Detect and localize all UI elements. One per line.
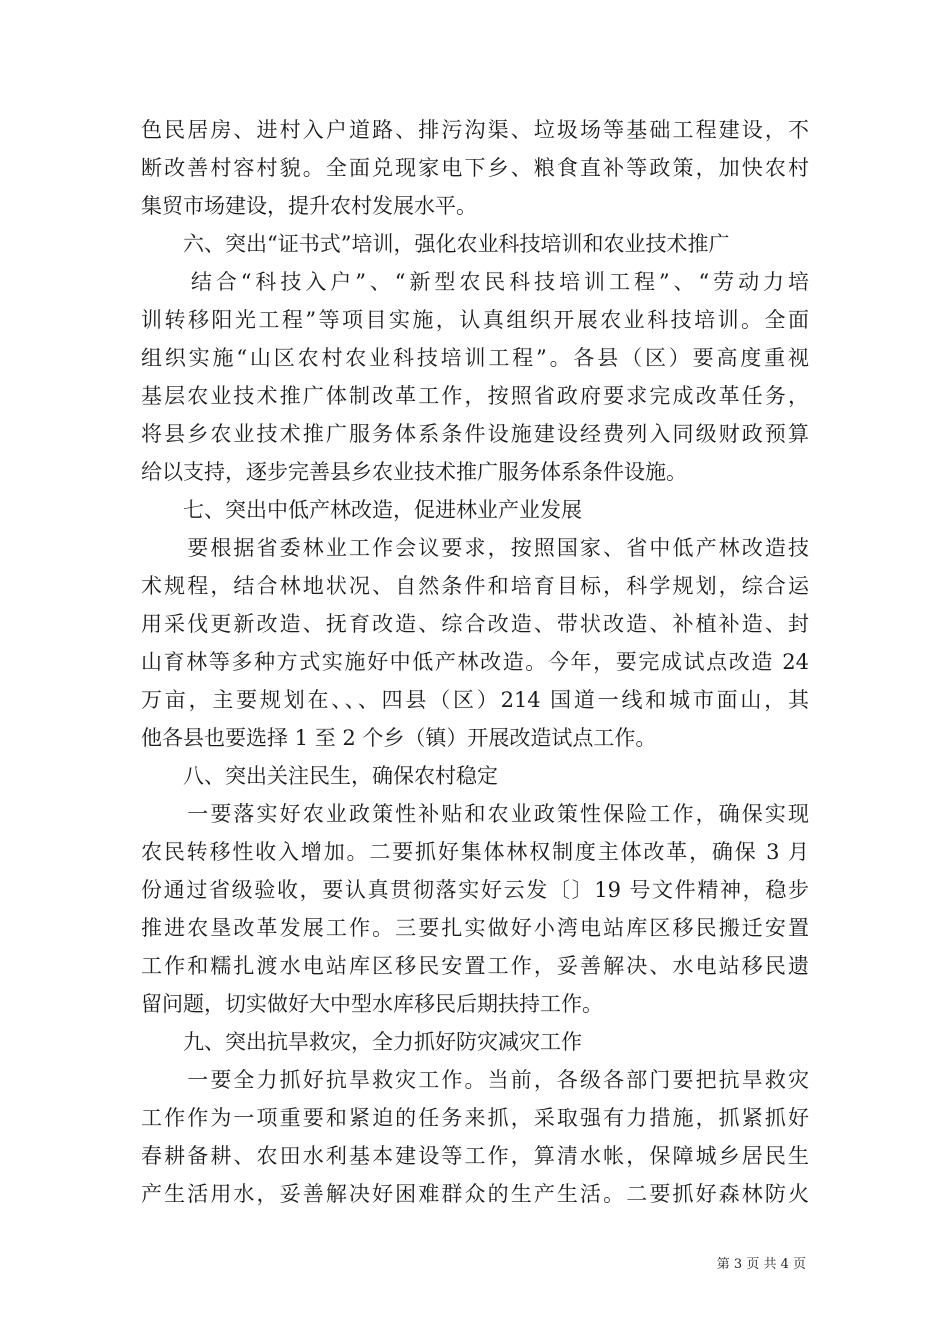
text-line: 留问题，切实做好大中型水库移民后期扶持工作。 xyxy=(141,992,603,1016)
text-line: 组织实施“山区农村农业科技培训工程”。各县（区）要高度重视 xyxy=(141,346,809,370)
document-body xyxy=(141,111,809,1213)
section-heading: 六、突出“证书式”培训，强化农业科技培训和农业技术推广 xyxy=(141,232,730,256)
text-line: 集贸市场建设，提升农村发展水平。 xyxy=(141,194,477,218)
text-line: 山育林等多种方式实施好中低产林改造。今年，要完成试点改造 24 xyxy=(141,650,809,674)
text-line: 农民转移性收入增加。二要抓好集体林权制度主体改革，确保 3 月 xyxy=(141,840,809,864)
section-heading: 九、突出抗旱救灾，全力抓好防灾减灾工作 xyxy=(141,1030,582,1054)
text-line: 他各县也要选择 1 至 2 个乡（镇）开展改造试点工作。 xyxy=(141,726,657,750)
text-line: 断改善村容村貌。全面兑现家电下乡、粮食直补等政策，加快农村 xyxy=(141,156,809,180)
text-line: 色民居房、进村入户道路、排污沟渠、垃圾场等基础工程建设，不 xyxy=(141,118,809,142)
text-line: 推进农垦改革发展工作。三要扎实做好小湾电站库区移民搬迁安置 xyxy=(141,916,809,940)
text-line: 术规程，结合林地状况、自然条件和培育目标，科学规划，综合运 xyxy=(141,574,809,598)
page-number-footer: 第 3 页 共 4 页 xyxy=(716,1257,806,1272)
text-line: 结合“科技入户”、“新型农民科技培训工程”、“劳动力培 xyxy=(141,270,809,294)
text-line: 一要落实好农业政策性补贴和农业政策性保险工作，确保实现 xyxy=(141,802,809,826)
text-line: 工作作为一项重要和紧迫的任务来抓，采取强有力措施，抓紧抓好 xyxy=(141,1106,809,1130)
text-line: 基层农业技术推广体制改革工作，按照省政府要求完成改革任务， xyxy=(141,384,809,408)
section-heading: 八、突出关注民生，确保农村稳定 xyxy=(141,764,498,788)
text-line: 用采伐更新改造、抚育改造、综合改造、带状改造、补植补造、封 xyxy=(141,612,809,636)
section-heading: 七、突出中低产林改造，促进林业产业发展 xyxy=(141,498,582,522)
text-line: 工作和糯扎渡水电站库区移民安置工作，妥善解决、水电站移民遗 xyxy=(141,954,809,978)
text-line: 份通过省级验收，要认真贯彻落实好云发〔〕19 号文件精神，稳步 xyxy=(141,878,809,902)
text-line: 训转移阳光工程”等项目实施，认真组织开展农业科技培训。全面 xyxy=(141,308,809,332)
text-line: 春耕备耕、农田水利基本建设等工作，算清水帐，保障城乡居民生 xyxy=(141,1144,809,1168)
text-line: 一要全力抓好抗旱救灾工作。当前，各级各部门要把抗旱救灾 xyxy=(141,1068,809,1092)
text-line: 产生活用水，妥善解决好困难群众的生产生活。二要抓好森林防火 xyxy=(141,1182,809,1206)
text-line: 将县乡农业技术推广服务体系条件设施建设经费列入同级财政预算 xyxy=(141,422,809,446)
text-line: 要根据省委林业工作会议要求，按照国家、省中低产林改造技 xyxy=(141,536,809,560)
text-line: 给以支持，逐步完善县乡农业技术推广服务体系条件设施。 xyxy=(141,460,687,484)
text-line: 万亩，主要规划在、、、四县（区）214 国道一线和城市面山，其 xyxy=(141,688,809,712)
